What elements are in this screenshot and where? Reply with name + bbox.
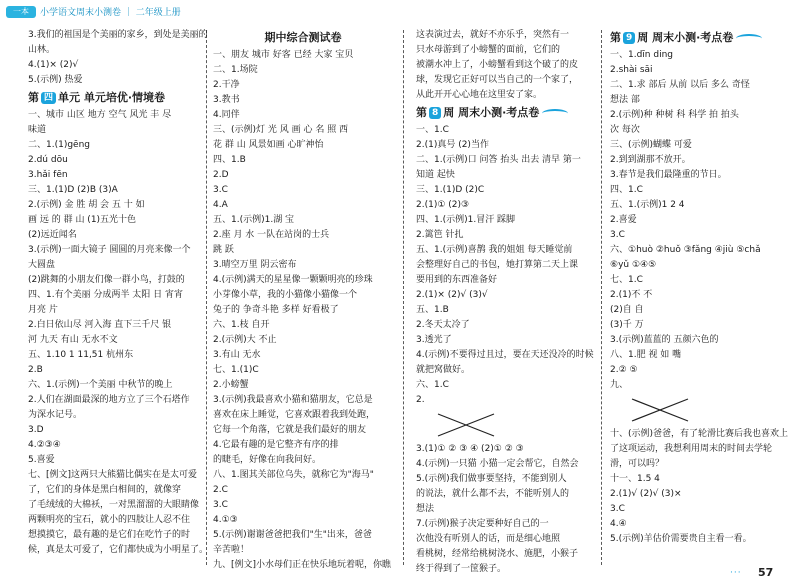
answer-line: 了这项运动，我想利用周末的时间去学轮 [610, 444, 773, 454]
answer-line: 2.篱笆 针扎 [416, 230, 464, 240]
answer-line: 只水母游到了小螃蟹的面前，它们的 [416, 45, 561, 55]
answer-line: 5.(示例) 热爱 [28, 75, 83, 85]
answer-line: 2.(1)√ (2)√ (3)× [610, 489, 682, 499]
answer-line: 4.(1)× (2)√ [28, 60, 79, 70]
page-header [0, 0, 800, 22]
answer-line: 了毛绒绒的大棉袄，一对黑溜溜的大眼睛像 [28, 500, 200, 510]
answer-line: 六、1.C [416, 380, 449, 390]
answer-line: 5.(示例)羊估价需要贵自主看一看。 [610, 534, 752, 544]
answer-line: 二、1.求 部后 从前 以后 多么 奇怪 [610, 80, 750, 90]
unit-number-badge: 四 [41, 92, 56, 104]
answer-line: 七、1.(1)C [213, 365, 259, 375]
answer-line: 4.它最有趣的是它整齐有序的排 [213, 440, 339, 450]
answer-line: 3.教书 [213, 95, 240, 105]
answer-line: (2)跳舞的小朋友们像一群小鸟，打鼓的 [28, 275, 185, 285]
answer-line: 2.② ⑤ [610, 365, 638, 375]
answer-line: 五、1.B [416, 305, 449, 315]
answer-line: 4.A [213, 200, 228, 210]
answer-line: (2)远近闻名 [28, 230, 77, 240]
answer-line: 九、[例文]小水母们正在快乐地玩着呢，你瞧 [213, 560, 392, 570]
answer-line: 为深水记号。 [28, 410, 83, 420]
answer-line: 八、1.图其关部位乌失，就称它为"海马" [213, 470, 374, 480]
answer-line: 五、1.10 1 11,51 杭州东 [28, 350, 134, 360]
answer-line: 味道 [28, 125, 47, 135]
brand-logo: 一本 [6, 6, 36, 18]
wave-decoration-icon [736, 34, 762, 43]
page-dots-decoration: ··· [730, 568, 742, 578]
answer-line: (2)自 自 [610, 305, 644, 315]
answer-line: 三、(示例)蝴蝶 可爱 [610, 140, 692, 150]
answer-line: 二、1.(1)gēng [28, 140, 91, 150]
answer-line: 一、城市 山区 地方 空气 风光 丰 尽 [28, 110, 172, 120]
answer-line: 2.到到湖那不放开。 [610, 155, 691, 165]
answer-line: 3.晴空万里 阴云密布 [213, 260, 297, 270]
week-number-badge: 9 [623, 32, 635, 44]
answer-line: 2.(1)真号 (2)当作 [416, 140, 489, 150]
title-text: 周 周末小测·考点卷 [637, 31, 734, 44]
answer-line: 2.人们在湖面最深的地方立了三个石塔作 [28, 395, 190, 405]
answer-line: 4.(示例)满天的星星像一颗颗明亮的珍珠 [213, 275, 373, 285]
answer-column-3 [416, 28, 594, 574]
answer-line: 想摸摸它，最有趣的是它们在吃竹子的时 [28, 530, 191, 540]
answer-line: 的说法，就什么都不去，不能听别人的 [416, 489, 570, 499]
answer-line: 4.同伴 [213, 110, 240, 120]
answer-line: 五、1.(示例)喜鹊 我的姐姐 每天睡觉前 [416, 245, 573, 255]
answer-line: 2.喜爱 [610, 215, 637, 225]
answer-line: 十一、1.5 4 [610, 474, 660, 484]
answer-line: 3.C [213, 500, 228, 510]
answer-line: 2.小螃蟹 [213, 380, 249, 390]
week-number-badge: 8 [429, 107, 441, 119]
answer-line: 7.(示例)猴子决定要种好自己的一 [416, 519, 549, 529]
answer-line: 四、1.有个美丽 分成两半 太阳 日 宵宵 [28, 290, 184, 300]
answer-line: 八、1.肥 视 如 嘴 [610, 350, 682, 360]
answer-line: 山林。 [28, 45, 56, 55]
answer-line: 3.春节是我们最隆重的节日。 [610, 170, 727, 180]
answer-line: 大圆盘 [28, 260, 56, 270]
answer-line: 喜欢在床上睡觉，它喜欢跟着我到处跑， [213, 410, 376, 420]
answer-line: 4.(示例)一只猫 小猫一定会帮它，自然会 [416, 459, 579, 469]
section-title-week9 [610, 28, 786, 48]
answer-line: 2.(1)× (2)√ (3)√ [416, 290, 488, 300]
answer-line: 三、1.(1)D (2)B (3)A [28, 185, 118, 195]
answer-line: 3.(1)① ② ③ ④ (2)① ② ③ [416, 444, 524, 454]
column-divider [601, 30, 602, 565]
answer-line: 了，它们的身体是黑白相间的，就像穿 [28, 485, 182, 495]
answer-line: 2.(1)① (2)③ [416, 200, 470, 210]
answer-line: 2.(1)不 不 [610, 290, 653, 300]
answer-line: 九、 [610, 380, 629, 390]
answer-line: 看桃树，经常给桃树浇水、施肥，小猴子 [416, 549, 579, 559]
answer-line: 从此开开心心地在这里安了家。 [416, 90, 543, 100]
answer-line: 的睫毛，好像在向我问好。 [213, 455, 322, 465]
answer-line: 2.dú dōu [28, 155, 68, 165]
answer-line: 2.白日依山尽 河入海 直下三千尺 银 [28, 320, 172, 330]
answer-line: 六、1.(示例)一个美丽 中秋节的晚上 [28, 380, 173, 390]
answer-line: 2.(示例)大 不止 [213, 335, 277, 345]
answer-line: 3.C [213, 185, 228, 195]
answer-line: 兔子的 争奇斗艳 多样 好看极了 [213, 305, 339, 315]
answer-column-4 [610, 28, 789, 568]
answer-line: 5.(示例)谢谢爸爸把我们"生"出来，爸爸 [213, 530, 372, 540]
answer-line: 2.(示例) 金 胜 胡 会 五 十 如 [28, 200, 145, 210]
title-prefix: 第 [610, 31, 621, 44]
answer-line: 这表演过去，就好不亦乐乎，突然有一 [416, 30, 570, 40]
answer-line: 3.(示例)一面大镜子 圆圆的月亮来像一个 [28, 245, 191, 255]
answer-line: 次 每次 [610, 125, 640, 135]
answer-column-2 [213, 28, 393, 568]
answer-line: 要用到的东西准备好 [416, 275, 498, 285]
answer-line: 想法 [416, 504, 435, 514]
answer-line: 被潮水冲上了，小螃蟹看到这个破了的皮 [416, 60, 579, 70]
answer-line: 2.C [213, 485, 228, 495]
answer-line: 3.有山 无水 [213, 350, 261, 360]
answer-line: 4.④ [610, 519, 627, 529]
answer-line: ⑥yǔ ①④⑤ [610, 260, 657, 270]
answer-line: 五、1.(示例)1.湖 宝 [213, 215, 295, 225]
answer-line: 六、①huò ②huǒ ③fǎng ④jiù ⑤chǎ [610, 245, 761, 255]
title-text: 单元 单元培优·情境卷 [58, 91, 166, 104]
answer-line: 3.我们的祖国是个美丽的家乡，到处是美丽的 [28, 30, 208, 40]
answer-line: 七、[例文]这两只大熊猫比偶实在是太可爱 [28, 470, 198, 480]
page-number: 57 [758, 566, 774, 579]
answer-line: 2.(示例)种 种树 科 科学 拍 拍头 [610, 110, 739, 120]
answer-line: 想法 部 [610, 95, 640, 105]
column-divider [403, 30, 404, 565]
answer-line: 一、1.C [416, 125, 449, 135]
answer-line: 4.②③④ [28, 440, 61, 450]
answer-line: 十、(示例)爸爸，有了轮滑比赛后我也喜欢上 [610, 429, 789, 439]
answer-line: 四、1.(示例)1.冒汗 踩脚 [416, 215, 516, 225]
title-prefix: 第 [416, 106, 427, 119]
answer-line: 3.(示例)蓝蓝的 五颜六色的 [610, 335, 719, 345]
answer-line: 3.D [28, 425, 44, 435]
answer-line: 2.冬天太冷了 [416, 320, 470, 330]
answer-line: 三、1.(1)D (2)C [416, 185, 485, 195]
column-divider [206, 30, 207, 565]
answer-line: 3.(示例)我最喜欢小猫和猫朋友，它总是 [213, 395, 373, 405]
answer-line: 次他没有听别人的话，而是细心地照 [416, 534, 561, 544]
answer-line: 月亮 片 [28, 305, 58, 315]
answer-line: (3)千 万 [610, 320, 644, 330]
answer-line: 2.shài sāi [610, 65, 653, 75]
answer-line: 两颗明亮的宝石，就小的四肢让人忍不住 [28, 515, 191, 525]
answer-line: 2. [416, 395, 425, 405]
answer-line: 花 群 山 风景如画 心旷神怡 [213, 140, 324, 150]
answer-line: 4.(示例)不要得过且过，要在天还没冷的时候 [416, 350, 594, 360]
answer-line: 滑，可以吗？ [610, 459, 665, 469]
answer-column-1 [28, 28, 209, 568]
answer-line: 小芽像小草，我的小猫像小猫像一个 [213, 290, 358, 300]
answer-line: 2.D [213, 170, 229, 180]
answer-line: 四、1.C [610, 185, 643, 195]
answer-line: 跳 跃 [213, 245, 234, 255]
title-text: 周 周末小测·考点卷 [443, 106, 540, 119]
answer-line: 二、1.(示例)口 问答 抬头 出去 清早 第一 [416, 155, 581, 165]
midterm-test-title: 期中综合测试卷 [264, 31, 342, 44]
answer-line: 候，真是太可爱了，它们都快成为小明星了。 [28, 545, 209, 555]
answer-line: 球，发现它正好可以当自己的一个家了， [416, 75, 579, 85]
answer-line: 四、1.B [213, 155, 246, 165]
answer-line: 3.透光了 [416, 335, 452, 345]
answer-line: 河 九天 有山 无水不文 [28, 335, 118, 345]
answer-line: 3.C [610, 230, 625, 240]
answer-line: 六、1.枝 自开 [213, 320, 270, 330]
answer-line: 一、1.dīn ding [610, 50, 673, 60]
answer-line: 知道 起快 [416, 170, 455, 180]
matching-lines-diagram [626, 395, 696, 425]
answer-line: 三、(示例)灯 光 风 画 心 名 照 西 [213, 125, 349, 135]
section-title-unit4 [28, 88, 200, 108]
section-title-week8 [416, 103, 592, 123]
answer-line: 画 远 的 群 山 (1)五光十色 [28, 215, 137, 225]
answer-line: 七、1.C [610, 275, 643, 285]
answer-line: 5.(示例)我们做事要坚持，不能到别人 [416, 474, 567, 484]
answer-line: 2.干净 [213, 80, 240, 90]
brand-title: 小学语文周末小测卷 ｜ 二年级上册 [40, 8, 181, 18]
wave-decoration-icon [542, 109, 568, 118]
answer-line: 3.C [610, 504, 625, 514]
answer-line: 辛苦啦！ [213, 545, 250, 555]
answer-line: 会整理好自己的书包，她打算第二天上课 [416, 260, 579, 270]
answer-line: 2.B [28, 365, 43, 375]
answer-line: 就把窝做好。 [416, 365, 471, 375]
answer-line: 终于得到了一筐猴子。 [416, 564, 507, 574]
answer-line: 二、1.场院 [213, 65, 258, 75]
answer-line: 3.hǎi fēn [28, 170, 68, 180]
answer-line: 4.①③ [213, 515, 238, 525]
matching-lines-diagram [432, 410, 502, 440]
answer-line: 2.座 月 水 一队在站岗的士兵 [213, 230, 330, 240]
title-prefix: 第 [28, 91, 39, 104]
answer-line: 五、1.(示例)1 2 4 [610, 200, 685, 210]
answer-line: 5.喜爱 [28, 455, 55, 465]
answer-line: 一、朋友 城市 好客 已经 大家 宝贝 [213, 50, 354, 60]
answer-line: 它每一个角落，它就是我们最好的朋友 [213, 425, 367, 435]
